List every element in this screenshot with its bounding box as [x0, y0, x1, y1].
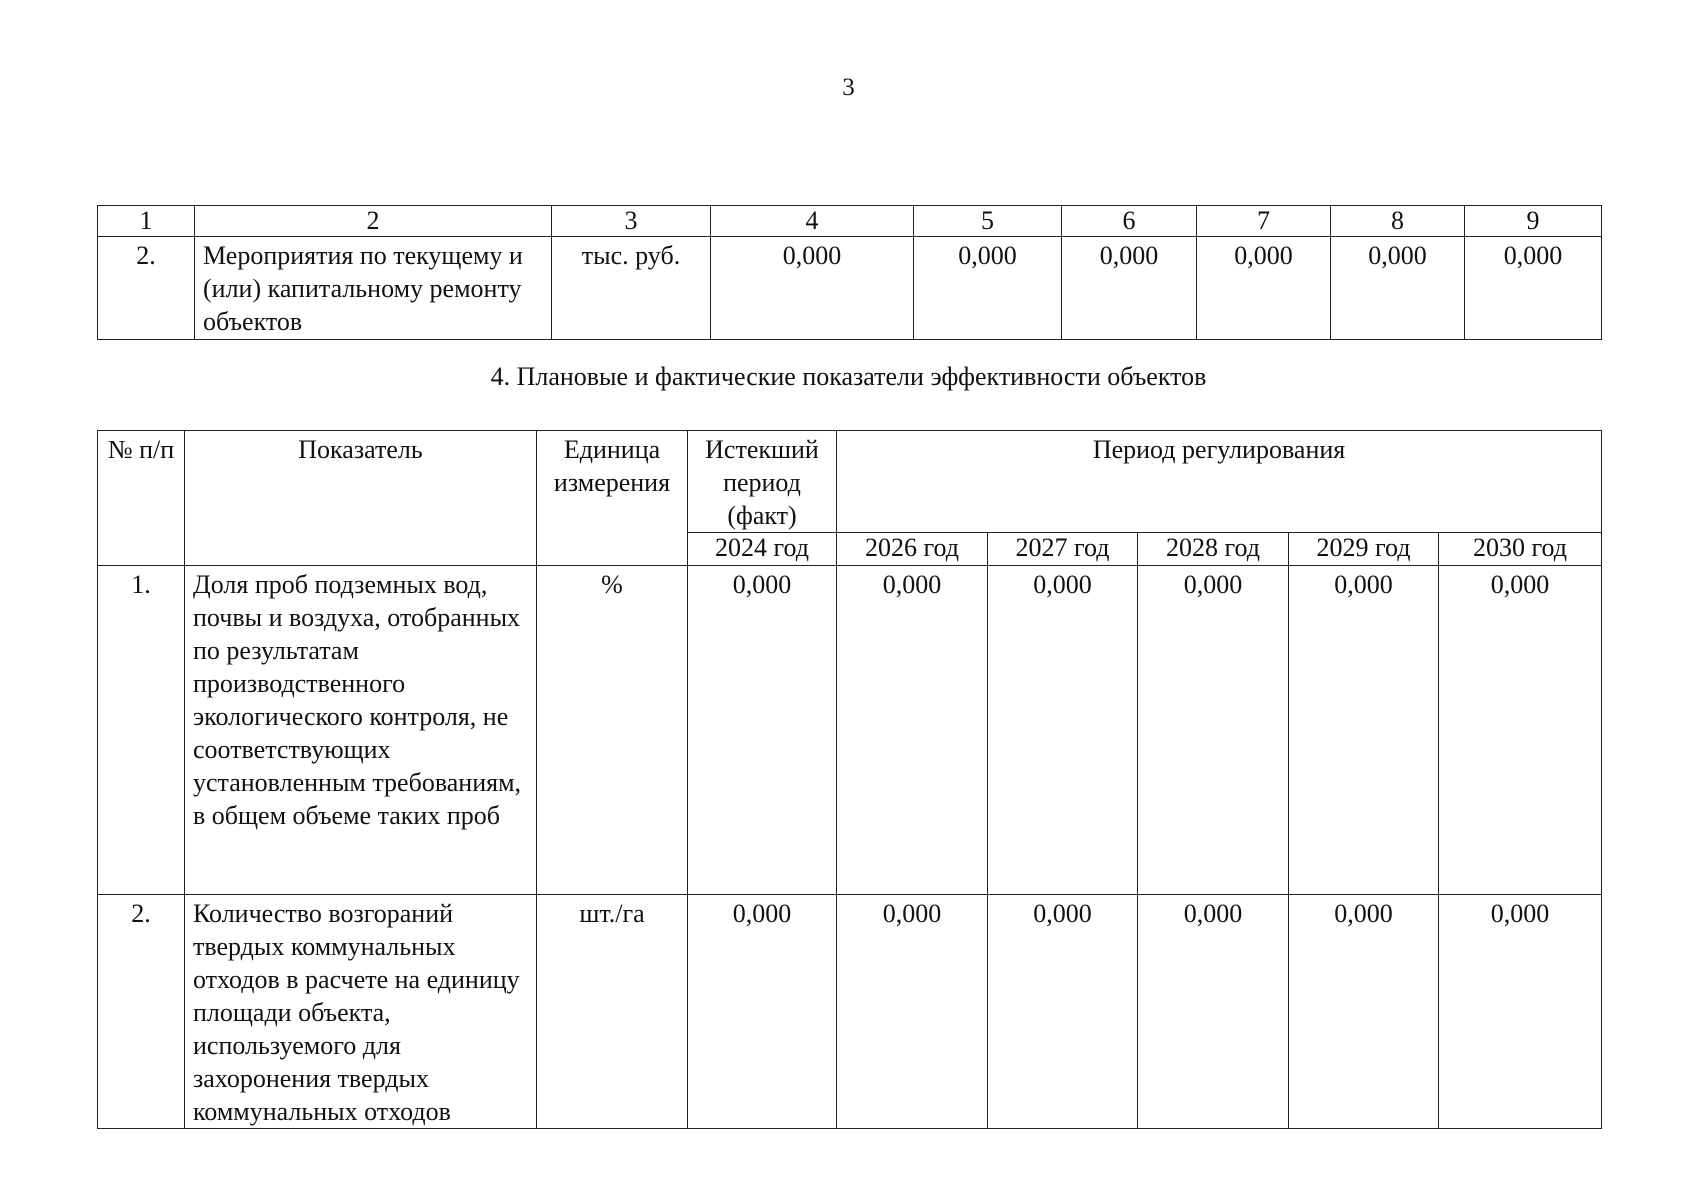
- header-year: 2024 год: [688, 533, 837, 566]
- header-year: 2030 год: [1439, 533, 1602, 566]
- row-value: 0,000: [988, 895, 1138, 1129]
- row-value: 0,000: [988, 566, 1138, 895]
- column-number: 4: [711, 206, 914, 237]
- column-number-row: [98, 206, 1602, 237]
- row-value: 0,000: [1062, 237, 1197, 340]
- page-number: 3: [842, 74, 855, 101]
- row-name: Доля проб подземных вод, почвы и воздуха, отобранных по результатам производственного экологического контроля, не соответствующих установленным требованиям, в общем объеме таких проб: [185, 566, 537, 895]
- table-row: [98, 237, 1602, 340]
- row-value: 0,000: [1289, 566, 1439, 895]
- header-row: [98, 431, 1602, 533]
- header-past-period: Истекший период (факт): [688, 431, 837, 533]
- column-number: 1: [98, 206, 195, 237]
- table-row: [98, 895, 1602, 1129]
- row-value: 0,000: [1289, 895, 1439, 1129]
- column-number: 9: [1465, 206, 1602, 237]
- header-regulation-period: Период регулирования: [837, 431, 1602, 533]
- row-unit: шт./га: [537, 895, 688, 1129]
- row-number: 2.: [98, 237, 195, 340]
- row-value: 0,000: [1465, 237, 1602, 340]
- row-value: 0,000: [837, 566, 988, 895]
- row-value: 0,000: [1197, 237, 1331, 340]
- indicators-table: [97, 430, 1602, 1129]
- header-unit: Единица измерения: [537, 431, 688, 566]
- row-value: 0,000: [914, 237, 1062, 340]
- column-number: 8: [1331, 206, 1465, 237]
- row-unit: %: [537, 566, 688, 895]
- column-number: 3: [552, 206, 711, 237]
- row-name: Мероприятия по текущему и (или) капитальному ремонту объектов: [195, 237, 552, 340]
- row-value: 0,000: [711, 237, 914, 340]
- header-year: 2027 год: [988, 533, 1138, 566]
- header-indicator: Показатель: [185, 431, 537, 566]
- column-number: 2: [195, 206, 552, 237]
- column-number: 6: [1062, 206, 1197, 237]
- row-value: 0,000: [1331, 237, 1465, 340]
- row-value: 0,000: [1439, 566, 1602, 895]
- header-num: № п/п: [98, 431, 185, 566]
- table-row: [98, 566, 1602, 895]
- header-year: 2028 год: [1138, 533, 1289, 566]
- row-value: 0,000: [688, 566, 837, 895]
- row-value: 0,000: [1138, 895, 1289, 1129]
- header-year: 2029 год: [1289, 533, 1439, 566]
- column-number: 5: [914, 206, 1062, 237]
- row-value: 0,000: [1439, 895, 1602, 1129]
- section-title: 4. Плановые и фактические показатели эффективности объектов: [490, 362, 1207, 391]
- row-value: 0,000: [837, 895, 988, 1129]
- column-number: 7: [1197, 206, 1331, 237]
- row-value: 0,000: [1138, 566, 1289, 895]
- row-number: 2.: [98, 895, 185, 1129]
- costs-table: [97, 205, 1602, 340]
- row-unit: тыс. руб.: [552, 237, 711, 340]
- row-number: 1.: [98, 566, 185, 895]
- row-value: 0,000: [688, 895, 837, 1129]
- header-year: 2026 год: [837, 533, 988, 566]
- row-name: Количество возгораний твердых коммунальных отходов в расчете на единицу площади объекта, используемого для захоронения твердых коммунальных отходов: [185, 895, 537, 1129]
